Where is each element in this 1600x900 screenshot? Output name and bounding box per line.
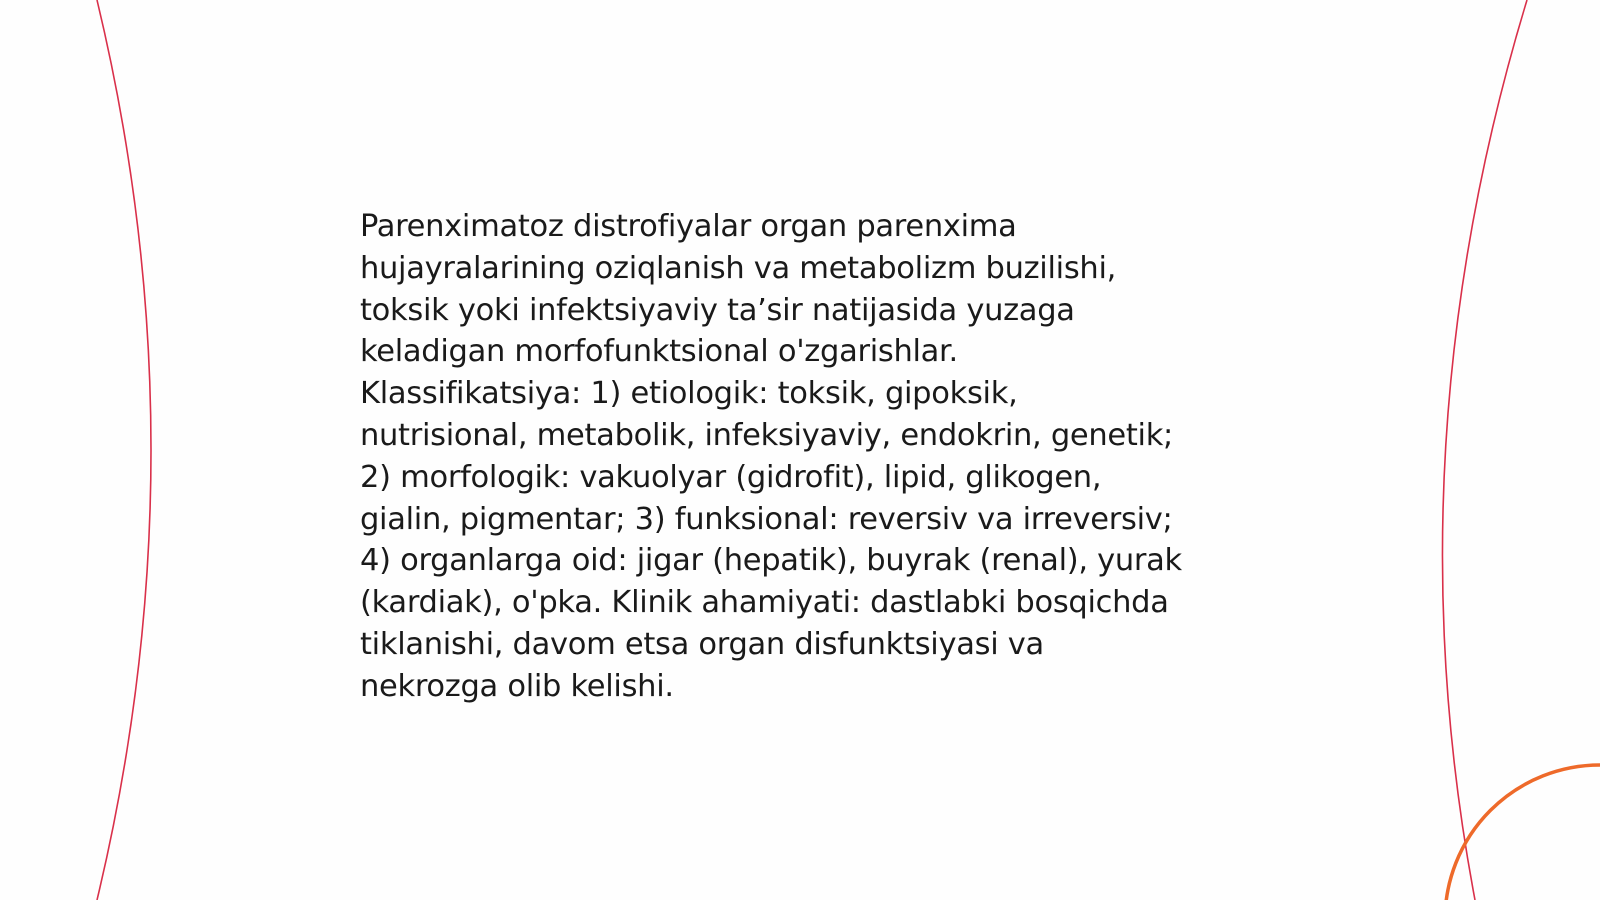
left-curve-line [97, 0, 151, 900]
slide-body-text: Parenximatoz distrofiyalar organ parenxima hujayralarining oziqlanish va metabolizm buzilishi, toksik yoki infektsiyaviy ta’sir natijasida yuzaga keladigan morfofunktsional o'zgarishlar. Klassifikatsiya: 1) etiologik: toksik, gipoksik, nutrisional, metabolik, infeksiyaviy, endokrin, genetik; 2) morfologik: vakuolyar (gidrofit), lipid, glikogen, gialin, pigmentar; 3) funksional: reversiv va irreversiv; 4) organlarga oid: jigar (hepatik), buyrak (renal), yurak (kardiak), o'pka. Klinik ahamiyati: dastlabki bosqichda tiklanishi, davom etsa organ disfunktsiyasi va nekrozga olib kelishi. [360, 209, 1182, 704]
right-curve-line [1442, 0, 1527, 900]
orange-arc [1445, 765, 1600, 900]
